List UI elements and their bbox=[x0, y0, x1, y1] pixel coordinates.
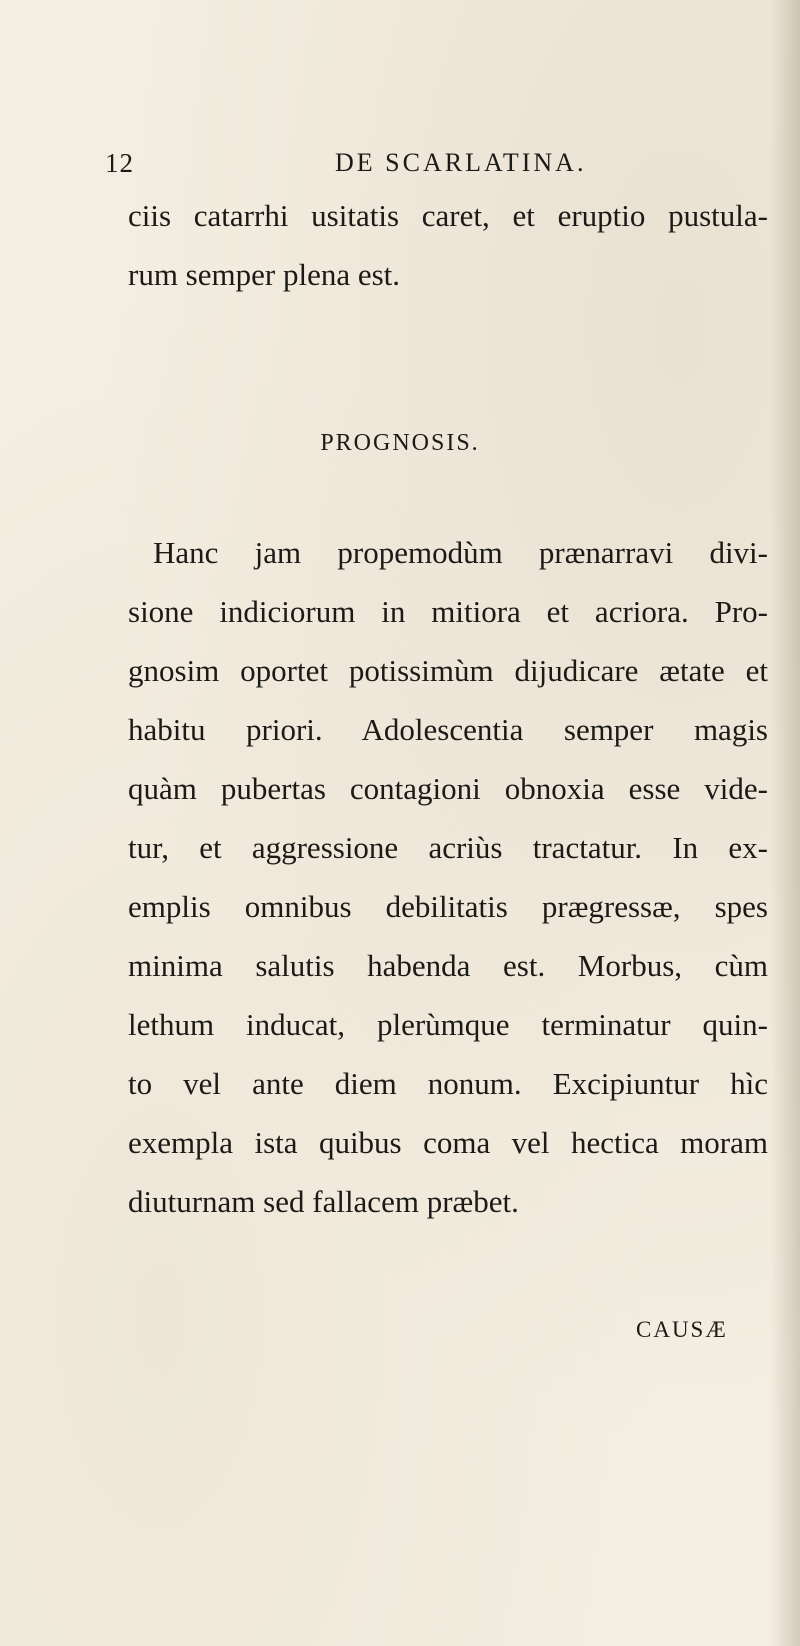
text-line: tur, et aggressione acriùs tractatur. In ex- bbox=[128, 830, 768, 865]
page-edge-shadow bbox=[770, 0, 800, 1646]
text-line: gnosim oportet potissimùm dijudicare ætate et bbox=[128, 653, 768, 688]
page-number: 12 bbox=[105, 148, 134, 178]
text-line: habitu priori. Adolescentia semper magis bbox=[128, 712, 768, 747]
text-line: rum semper plena est. bbox=[128, 257, 401, 292]
section-heading: PROGNOSIS. bbox=[320, 430, 480, 456]
running-title: DE SCARLATINA. bbox=[335, 148, 587, 177]
text-line: exempla ista quibus coma vel hectica moram bbox=[128, 1125, 768, 1160]
text-line: lethum inducat, plerùmque terminatur quin- bbox=[128, 1007, 768, 1042]
running-head bbox=[105, 148, 745, 182]
text-line: sione indiciorum in mitiora et acriora. Pro- bbox=[128, 594, 768, 629]
text-line: Hanc jam propemodùm prænarravi divi- bbox=[153, 535, 768, 570]
catchword: CAUSÆ bbox=[636, 1317, 728, 1342]
text-line: quàm pubertas contagioni obnoxia esse vide- bbox=[128, 771, 768, 806]
text-line: minima salutis habenda est. Morbus, cùm bbox=[128, 948, 768, 983]
text-line: emplis omnibus debilitatis prægressæ, spes bbox=[128, 889, 768, 924]
paragraph-prognosis bbox=[128, 523, 768, 1231]
text-line: to vel ante diem nonum. Excipiuntur hìc bbox=[128, 1066, 768, 1101]
paragraph-continuation bbox=[128, 186, 768, 304]
text-line: ciis catarrhi usitatis caret, et eruptio pustula- bbox=[128, 198, 768, 233]
text-line: diuturnam sed fallacem præbet. bbox=[128, 1184, 519, 1219]
